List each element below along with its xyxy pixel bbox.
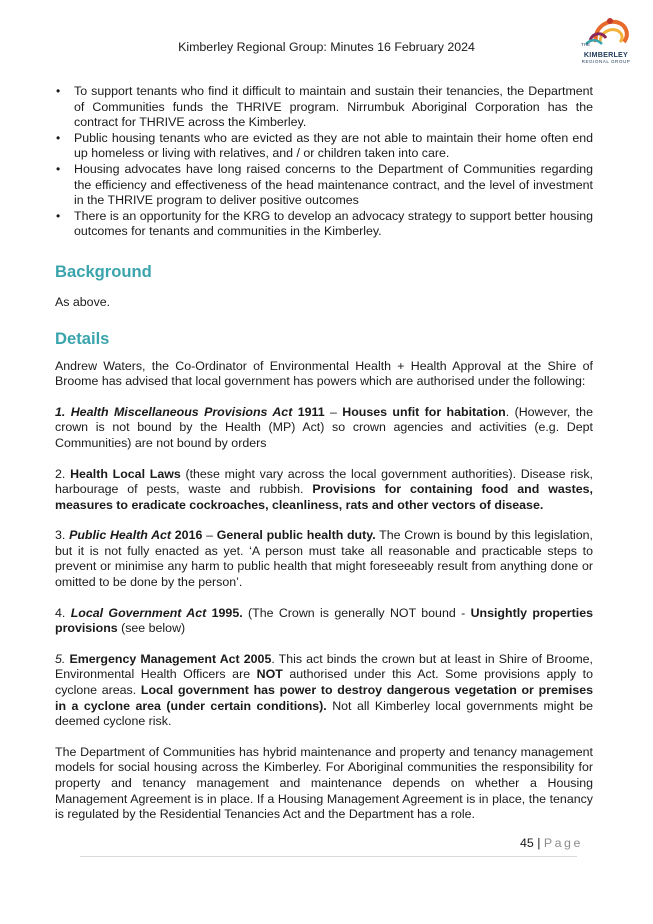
item5-text1: . This act binds the crown but at least in Shire of Broome, Environmental Health Officers are — [55, 651, 593, 682]
item3-rest: The Crown is bound by this legislation, but it is not fully enacted as yet. ‘A person must take all reasonable and practicable steps to prevent or minimise any harm to public health that might foreseeably result from anything done or omitted to be done by the person’. — [55, 528, 593, 590]
details-intro: Andrew Waters, the Co-Ordinator of Environmental Health + Health Approval at the Shire of Broome has advised that local government has powers which are authorised under the following: — [55, 358, 593, 389]
logo-the: THE — [581, 42, 590, 47]
bullet-item: • Public housing tenants who are evicted as they are not able to maintain their home often end up homeless or living with relatives, and / or children taken into care. — [55, 131, 593, 162]
item5-act: Emergency Management Act 2005 — [65, 651, 272, 666]
footer-divider — [80, 856, 577, 857]
details-heading: Details — [55, 328, 110, 348]
item2-num: 2. — [55, 466, 71, 481]
page-number: 45 — [520, 836, 534, 850]
item1-num: 1. — [55, 404, 66, 419]
item5-num: 5. — [55, 651, 66, 666]
logo-subtitle: REGIONAL GROUP — [581, 59, 631, 64]
item4-act: Local Government Act — [70, 605, 207, 620]
background-heading: Background — [55, 261, 152, 281]
bullet-item: • To support tenants who find it difficult to maintain and sustain their tenancies, the Department of Communities funds the THRIVE program. Nirrumbuk Aboriginal Corporation has the contract for THRIVE across the Kimberley. — [55, 84, 593, 131]
item4-num: 4. — [55, 605, 71, 620]
bullet-list — [55, 84, 593, 240]
item4-year: 1995. — [206, 605, 243, 620]
item4-bold: Unsightly properties provisions — [55, 605, 593, 636]
details-item-5 — [55, 652, 593, 730]
details-item-1 — [55, 405, 593, 452]
details-closing: The Department of Communities has hybrid maintenance and property and tenancy management models for social housing across the Kimberley. For Aboriginal communities the responsibility for property and tenancy management and maintenance depends on whether a Housing Management Agreement is in place. If a Housing Management Agreement is in place, the tenancy is regulated by the Residential Tenancies Act and the Department has a role. — [55, 744, 593, 822]
item2-bold1: Health Local Laws — [70, 466, 181, 481]
item2-bold2: Provisions for containing food and wastes, measures to eradicate cockroaches, cleanliness, rats and other vectors of disease. — [55, 482, 593, 512]
item4-text1: (The Crown is generally NOT bound - — [242, 605, 471, 620]
details-item-2 — [55, 467, 593, 514]
item1-rest: . (However, the crown is not bound by the Health (MP) Act) so crown agencies and activities (e.g. Dept Communities) are not bound by orders — [55, 404, 593, 450]
item1-bold: Houses unfit for habitation — [342, 404, 506, 419]
footer-page-label: Page — [543, 836, 583, 850]
item3-bold: General public health duty. — [216, 528, 376, 543]
item1-year: 1911 — [297, 404, 325, 419]
item5-text2: authorised under this Act. Some provisions apply to cyclone areas. — [55, 667, 593, 698]
item3-dash: – — [202, 528, 217, 543]
bullet-item: • There is an opportunity for the KRG to develop an advocacy strategy to support better housing outcomes for tenants and communities in the Kimberley. — [55, 209, 593, 240]
page-footer — [520, 836, 583, 850]
item2-text1: (these might vary across the local government authorities). Disease risk, harbourage of pests, waste and rubbish. — [55, 466, 593, 497]
item3-year: 2016 — [171, 528, 203, 543]
details-item-3 — [55, 528, 593, 590]
page-header-title: Kimberley Regional Group: Minutes 16 February 2024 — [178, 40, 475, 54]
item5-not: NOT — [256, 667, 283, 682]
item5-bold2: Local government has power to destroy dangerous vegetation or premises in a cyclone area (under certain conditions). — [55, 683, 593, 713]
bullet-item: • Housing advocates have long raised concerns to the Department of Communities regarding the efficiency and effectiveness of the head maintenance contract, and the level of investment in the THRIVE program to deliver positive outcomes — [55, 162, 593, 209]
item5-text3: Not all Kimberley local governments might be deemed cyclone risk. — [55, 698, 593, 729]
item1-act: Health Miscellaneous Provisions Act — [70, 404, 293, 419]
logo-name: KIMBERLEY — [583, 50, 629, 59]
item1-dash: – — [324, 404, 343, 419]
item4-rest: (see below) — [117, 621, 186, 636]
item3-num: 3. — [55, 528, 70, 543]
footer-separator: | — [533, 836, 544, 850]
item3-act: Public Health Act — [69, 528, 172, 543]
background-text: As above. — [55, 294, 111, 309]
details-item-4 — [55, 606, 593, 637]
page-content — [55, 84, 593, 823]
